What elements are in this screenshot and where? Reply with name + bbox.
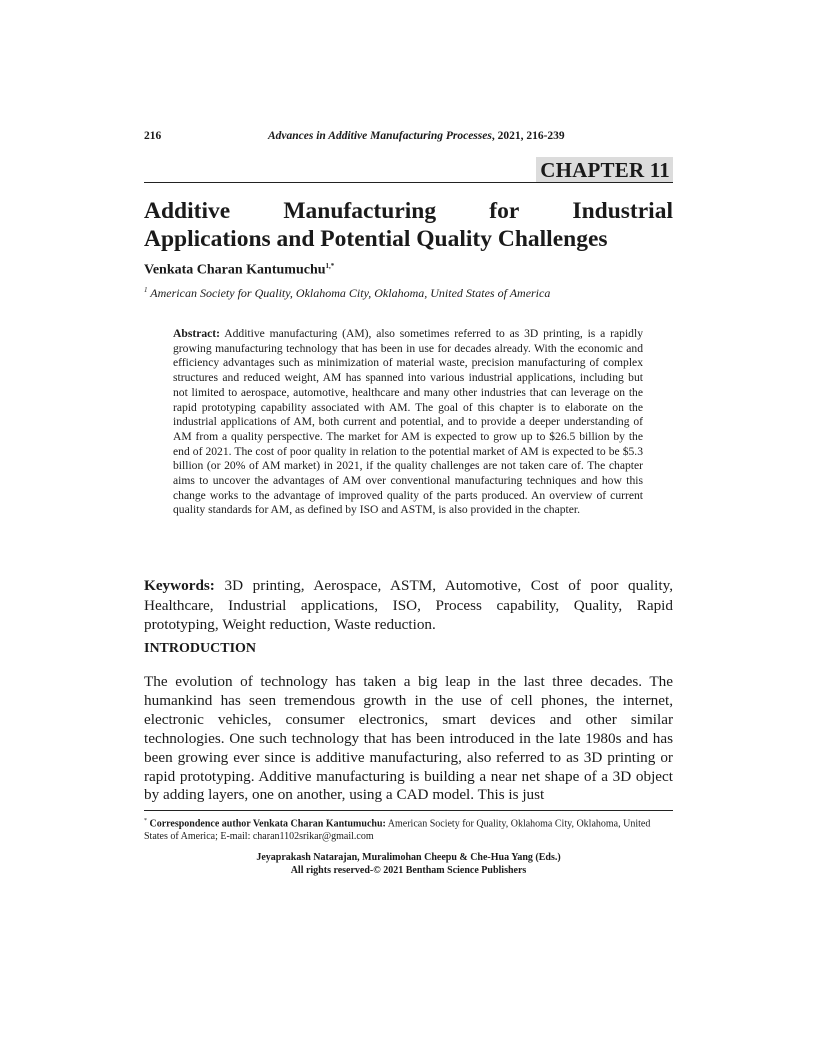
footnote-rule: [144, 810, 673, 811]
chapter-title: [144, 197, 673, 253]
footnote: [144, 815, 673, 843]
abstract: [173, 327, 643, 518]
author-line: [144, 262, 334, 279]
title-word: Industrial: [572, 198, 673, 224]
keywords-label: Keywords:: [144, 577, 215, 594]
title-word: Additive: [144, 198, 231, 224]
affiliation-mark: 1: [144, 286, 148, 294]
title-line-1: [144, 197, 673, 225]
header-rule: [144, 182, 673, 183]
journal-title: Advances in Additive Manufacturing Processes: [268, 130, 492, 142]
title-word: for: [489, 198, 520, 224]
footnote-mark: *: [144, 818, 147, 824]
abstract-text: Additive manufacturing (AM), also sometimes referred to as 3D printing, is a rapidly growing manufacturing technology that has been in use for decades already. With the economic and efficiency advantages such as minimization of material waste, precision manufacturing of complex structures and reduced weight, AM has spanned into various industrial applications, including but not limited to aerospace, automotive, healthcare and many other industries that can leverage on the rapid prototyping capability associated with AM. The goal of this chapter is to elaborate on the industrial applications of AM, both current and potential, and to provide a deeper understanding of AM from a quality perspective. The market for AM is expected to grow up to $26.5 billion by the end of 2021. The cost of poor quality in relation to the potential market of AM is expected to be $5.3 billion (or 20% of AM market) in 2021, if the quality challenges are not taken care of. The chapter aims to uncover the advantages of AM over conventional manufacturing techniques and how this change works to the advantage of improved quality of the parts produced. An overview of current quality standards for AM, as defined by ISO and ASTM, is also provided in the chapter.: [173, 327, 643, 517]
publisher-info: [144, 852, 673, 877]
author-name: Venkata Charan Kantumuchu: [144, 262, 326, 278]
chapter-label: CHAPTER 11: [536, 157, 673, 182]
journal-citation: [268, 130, 565, 142]
affiliation: [144, 286, 550, 301]
journal-details: , 2021, 216-239: [491, 130, 565, 142]
keywords-text: 3D printing, Aerospace, ASTM, Automotive, Cost of poor quality, Healthcare, Industrial applications, ISO, Process capability, Quality, Rapid prototyping, Weight reduction, Waste reduction.: [144, 577, 673, 633]
footnote-text: American Society for Quality, Oklahoma City, Oklahoma, United States of America; E-mail: charan1102srikar@gmail.com: [144, 818, 651, 842]
introduction-paragraph: The evolution of technology has taken a big leap in the last three decades. The humankind has seen tremendous growth in the use of cell phones, the internet, electronic vehicles, consumer electronics, smart devices and other similar technologies. One such technology that has been introduced in the late 1980s and has been growing ever since is additive manufacturing, also referred to as 3D printing or rapid prototyping. Additive manufacturing is building a near net shape of a 3D object by adding layers, one on another, using a CAD model. This is just: [144, 673, 673, 804]
affiliation-text: American Society for Quality, Oklahoma City, Oklahoma, United States of America: [150, 286, 551, 300]
section-heading-introduction: INTRODUCTION: [144, 641, 257, 656]
editors-line: Jeyaprakash Natarajan, Muralimohan Cheepu & Che-Hua Yang (Eds.): [256, 852, 561, 863]
rights-line: All rights reserved-© 2021 Bentham Science Publishers: [290, 864, 527, 876]
chapter-label-box: [536, 158, 673, 183]
title-word: Manufacturing: [283, 198, 437, 224]
title-line-2: Applications and Potential Quality Challenges: [144, 226, 608, 252]
keywords: [144, 576, 673, 635]
page-number: 216: [144, 130, 162, 142]
abstract-label: Abstract:: [173, 327, 221, 340]
author-marks: 1,*: [325, 262, 335, 270]
footnote-label: Correspondence author Venkata Charan Kantumuchu:: [149, 818, 386, 830]
